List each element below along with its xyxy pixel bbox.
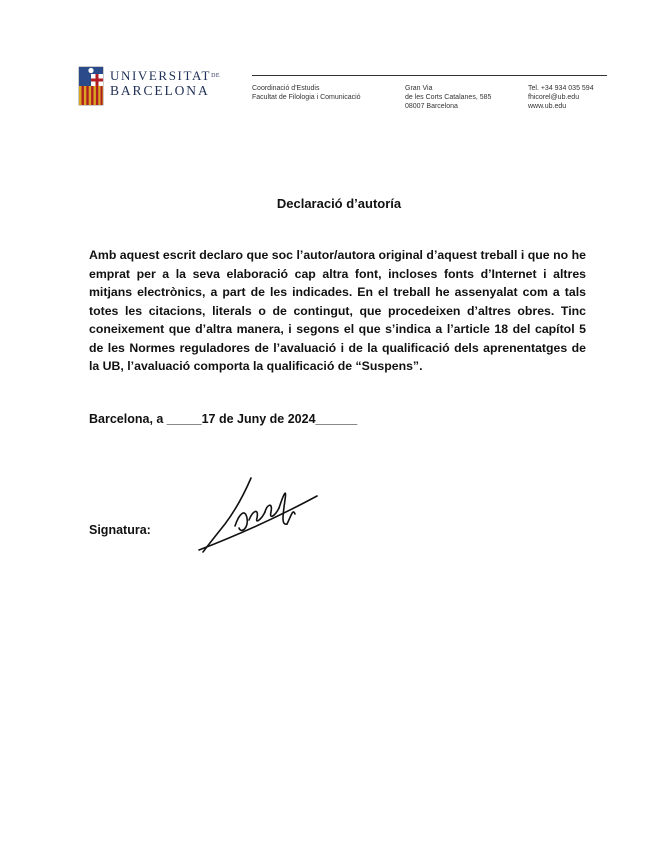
logo-line2: BARCELONA	[110, 83, 210, 98]
faculty-line: Coordinació d'Estudis	[252, 85, 320, 92]
address-line: 08007 Barcelona	[405, 103, 458, 110]
university-crest-icon	[78, 66, 104, 106]
contact-website: www.ub.edu	[528, 103, 567, 110]
logo-line1-suffix: DE	[211, 73, 221, 79]
university-logo	[78, 66, 221, 108]
address-line: de les Corts Catalanes, 585	[405, 94, 492, 101]
faculty-line: Facultat de Filologia i Comunicació	[252, 94, 361, 101]
declaration-paragraph: Amb aquest escrit declaro que soc l’autor/autora original d’aquest treball i que no he emprat per a la seva elaboració cap altra font, incloses fonts d’Internet i altres mitjans electrònics, a part de les indicades. En el treball he assenyalat com a tals totes les citacions, literals o de contingut, que procedeixen d’altres obres. Tinc coneixement que d’altra manera, i segons el que s’indica a l’article 18 del capítol 5 de les Normes reguladores de l’avaluació i de la qualificació dels aprenentatges de la UB, l’avaluació comporta la qualificació de “Suspens”.	[89, 248, 586, 373]
handwritten-signature	[195, 474, 325, 556]
logo-line1: UNIVERSITAT	[110, 68, 212, 83]
header-rule	[252, 75, 607, 76]
signature-label: Signatura:	[89, 523, 151, 537]
header-column-contact	[528, 84, 594, 111]
header-column-faculty	[252, 84, 361, 102]
university-name	[110, 69, 220, 98]
contact-phone: Tel. +34 934 035 594	[528, 85, 594, 92]
address-line: Gran Via	[405, 85, 433, 92]
document-title: Declaració d’autoría	[276, 196, 402, 211]
header-column-address	[405, 84, 491, 111]
date-line: Barcelona, a _____17 de Juny de 2024______	[89, 412, 358, 426]
contact-email: fhicorel@ub.edu	[528, 94, 580, 101]
